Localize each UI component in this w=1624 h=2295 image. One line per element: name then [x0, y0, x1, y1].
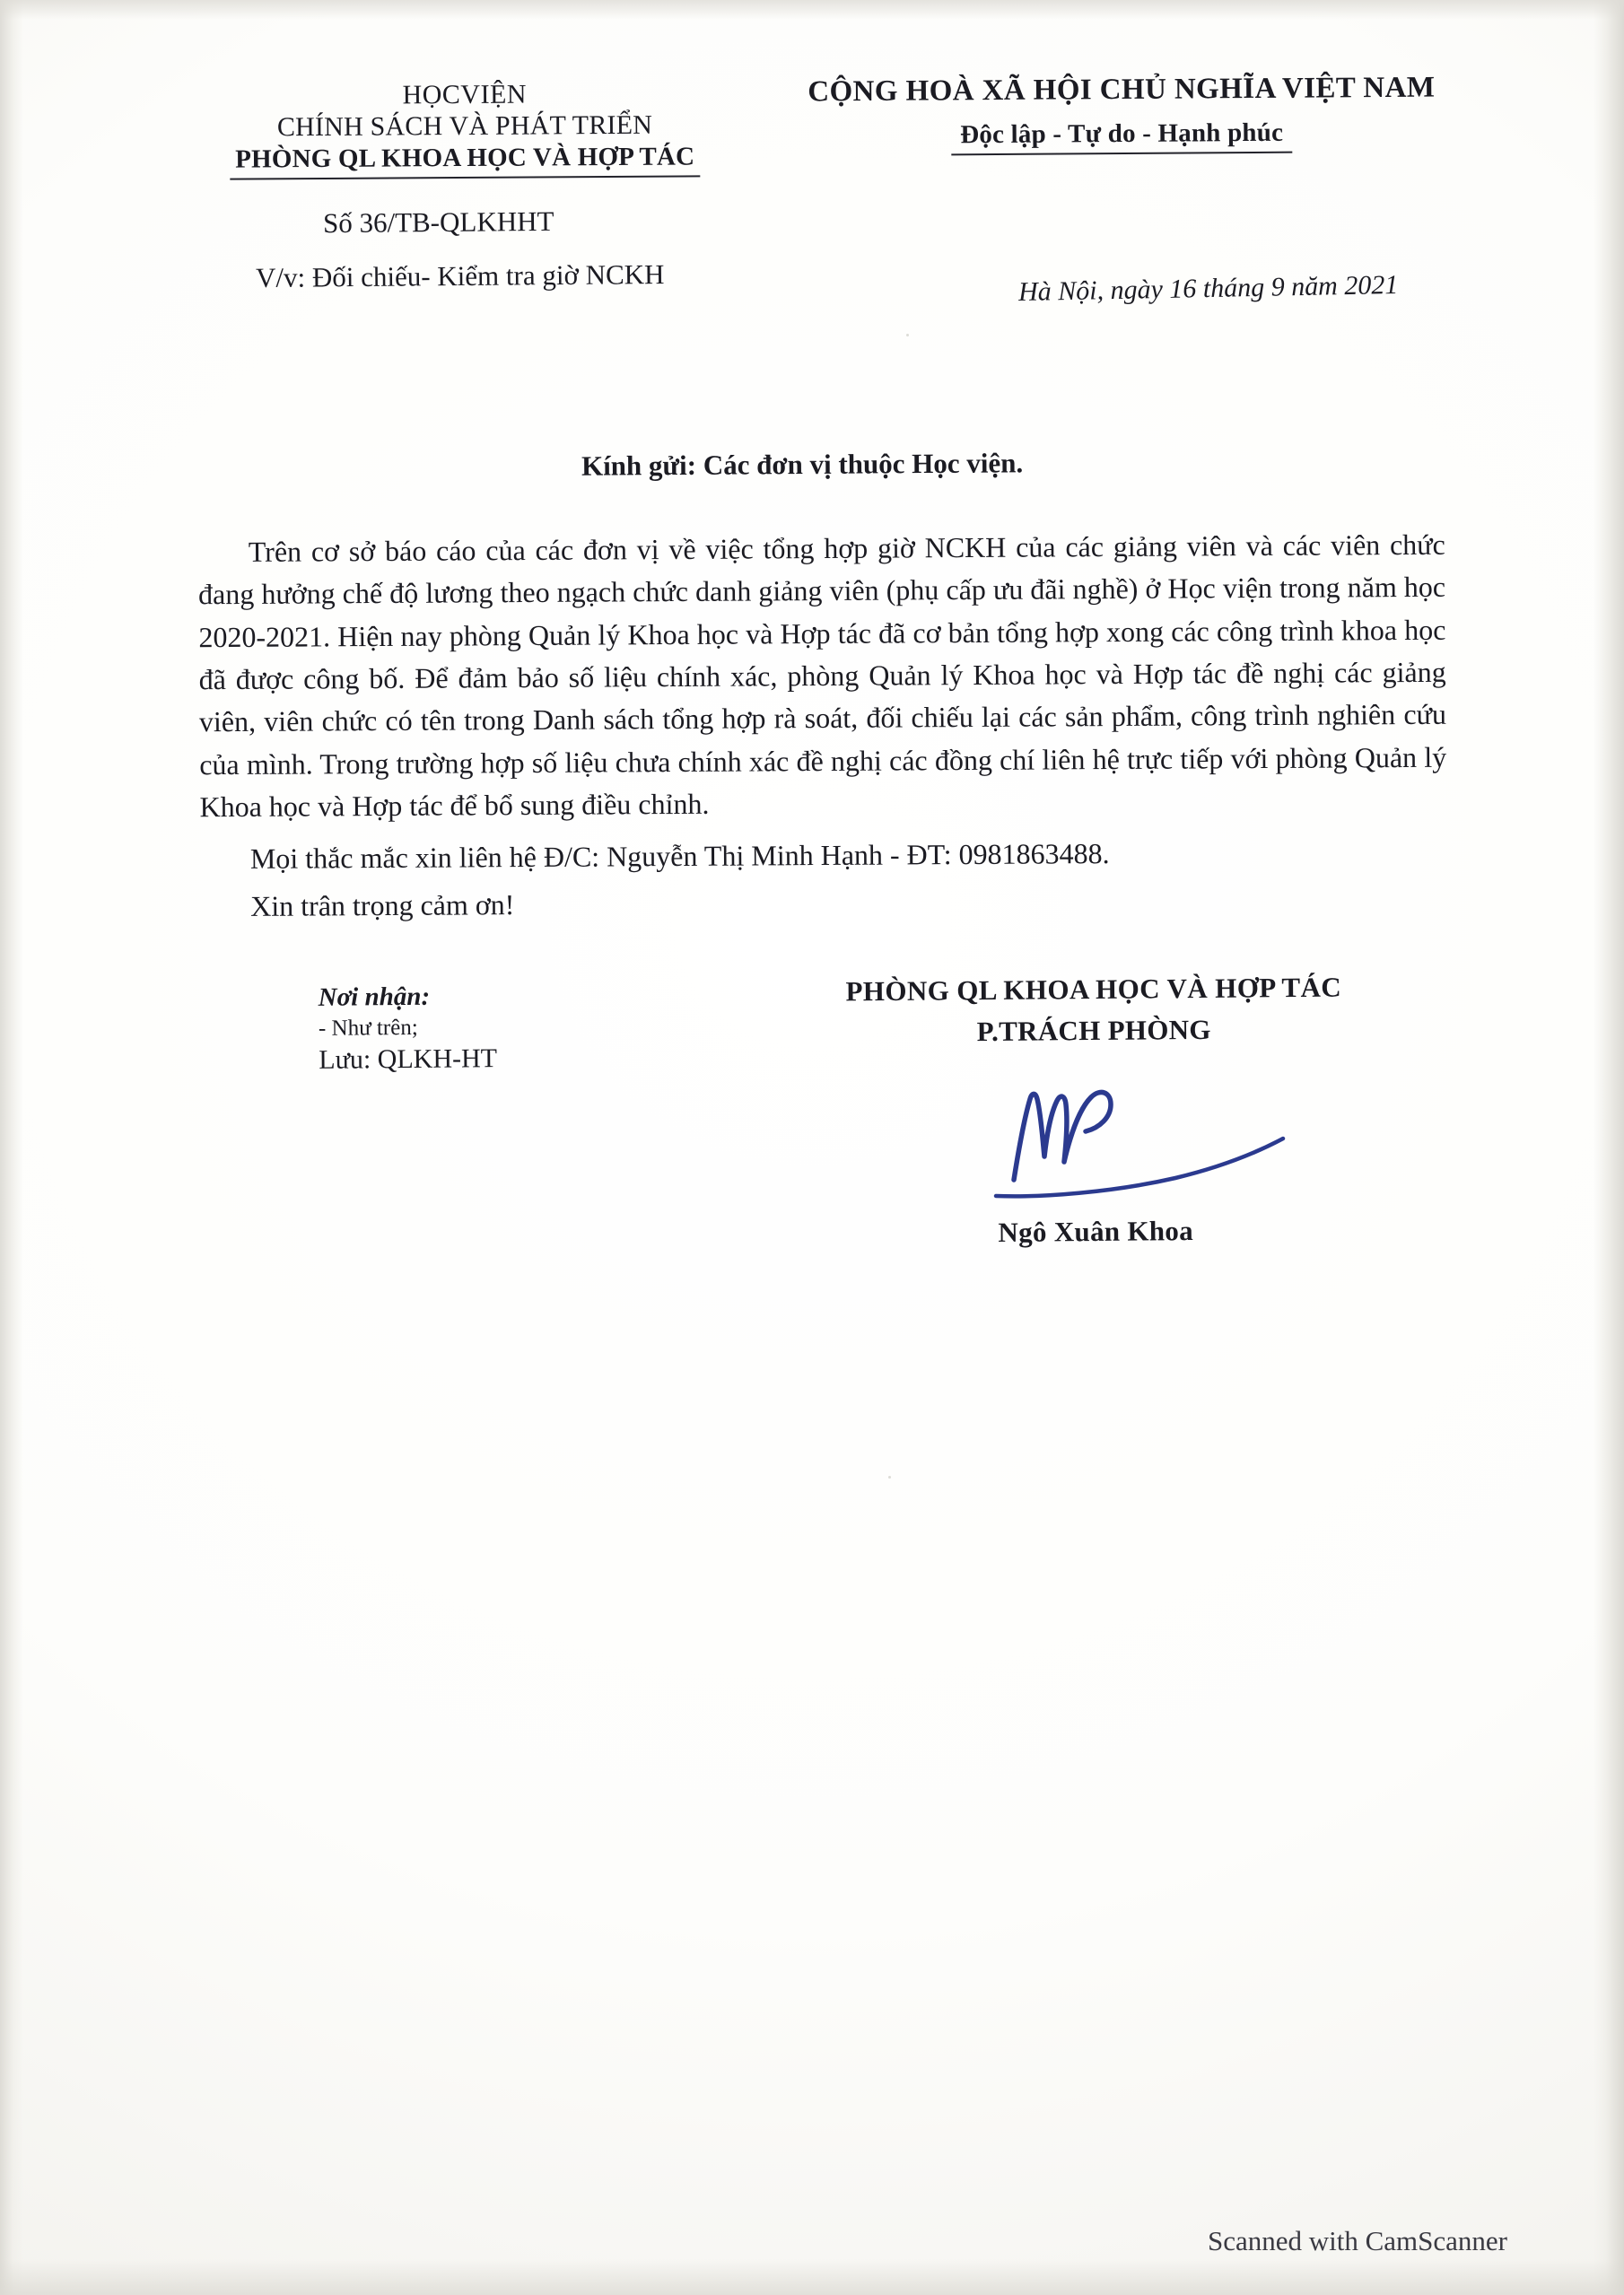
document-subject: V/v: Đối chiếu- Kiểm tra giờ NCKH [255, 258, 665, 293]
body-paragraph-3: Xin trân trọng cảm ơn! [250, 887, 515, 922]
place-and-date: Hà Nội, ngày 16 tháng 9 năm 2021 [1017, 269, 1399, 308]
recipient-line: Kính gửi: Các đơn vị thuộc Học viện. [581, 447, 1024, 482]
recipients-item-2: Lưu: QLKH-HT [319, 1043, 498, 1075]
scan-speck [906, 334, 909, 336]
scan-speck [888, 1476, 891, 1479]
org-line-2: CHÍNH SÁCH VÀ PHÁT TRIỂN [276, 110, 653, 143]
recipients-title: Nơi nhận: [318, 982, 431, 1012]
recipients-block [319, 982, 498, 1076]
recipients-item-1: - Như trên; [318, 1015, 418, 1041]
issuing-organization-block [196, 77, 735, 179]
document-number: Số 36/TB-QLKHHT [322, 205, 554, 240]
org-line-1: HỌCVIỆN [402, 79, 528, 110]
signing-role: P.TRÁCH PHÒNG [976, 1013, 1211, 1048]
national-heading-block [736, 71, 1508, 157]
national-motto: Độc lập - Tự do - Hạnh phúc [951, 118, 1292, 156]
national-title: CỘNG HOÀ XÃ HỘI CHỦ NGHĨA VIỆT NAM [808, 71, 1436, 109]
body-paragraph-2: Mọi thắc mắc xin liên hệ Đ/C: Nguyễn Thị Minh Hạnh - ĐT: 0981863488. [249, 836, 1110, 875]
body-paragraph-1: Trên cơ sở báo cáo của các đơn vị về việc tổng hợp giờ NCKH của các giảng viên và các viên chức đang hưởng chế độ lương theo ngạch chức danh giảng viên (phụ cấp ưu đãi nghề) ở Học viện trong năm học 2020-2021. Hiện nay phòng Quản lý Khoa học và Hợp tác đã cơ bản tổng hợp xong các công trình khoa học đã được công bố. Để đảm bảo số liệu chính xác, phòng Quản lý Khoa học và Hợp tác đề nghị các giảng viên, viên chức có tên trong Danh sách tổng hợp rà soát, đối chiếu lại các sản phẩm, công trình nghiên cứu của mình. Trong trường hợp số liệu chưa chính xác đề nghị các đồng chí liên hệ trực tiếp với phòng Quản lý Khoa học và Hợp tác để bổ sung điều chỉnh. [197, 528, 1447, 824]
camscanner-watermark: Scanned with CamScanner [1207, 2225, 1507, 2256]
signature-block [753, 971, 1437, 1252]
document-body [198, 524, 1448, 929]
org-line-3: PHÒNG QL KHOA HỌC VÀ HỢP TÁC [230, 141, 700, 179]
signer-name: Ngô Xuân Khoa [998, 1215, 1194, 1248]
signing-office: PHÒNG QL KHOA HỌC VÀ HỢP TÁC [845, 971, 1342, 1008]
